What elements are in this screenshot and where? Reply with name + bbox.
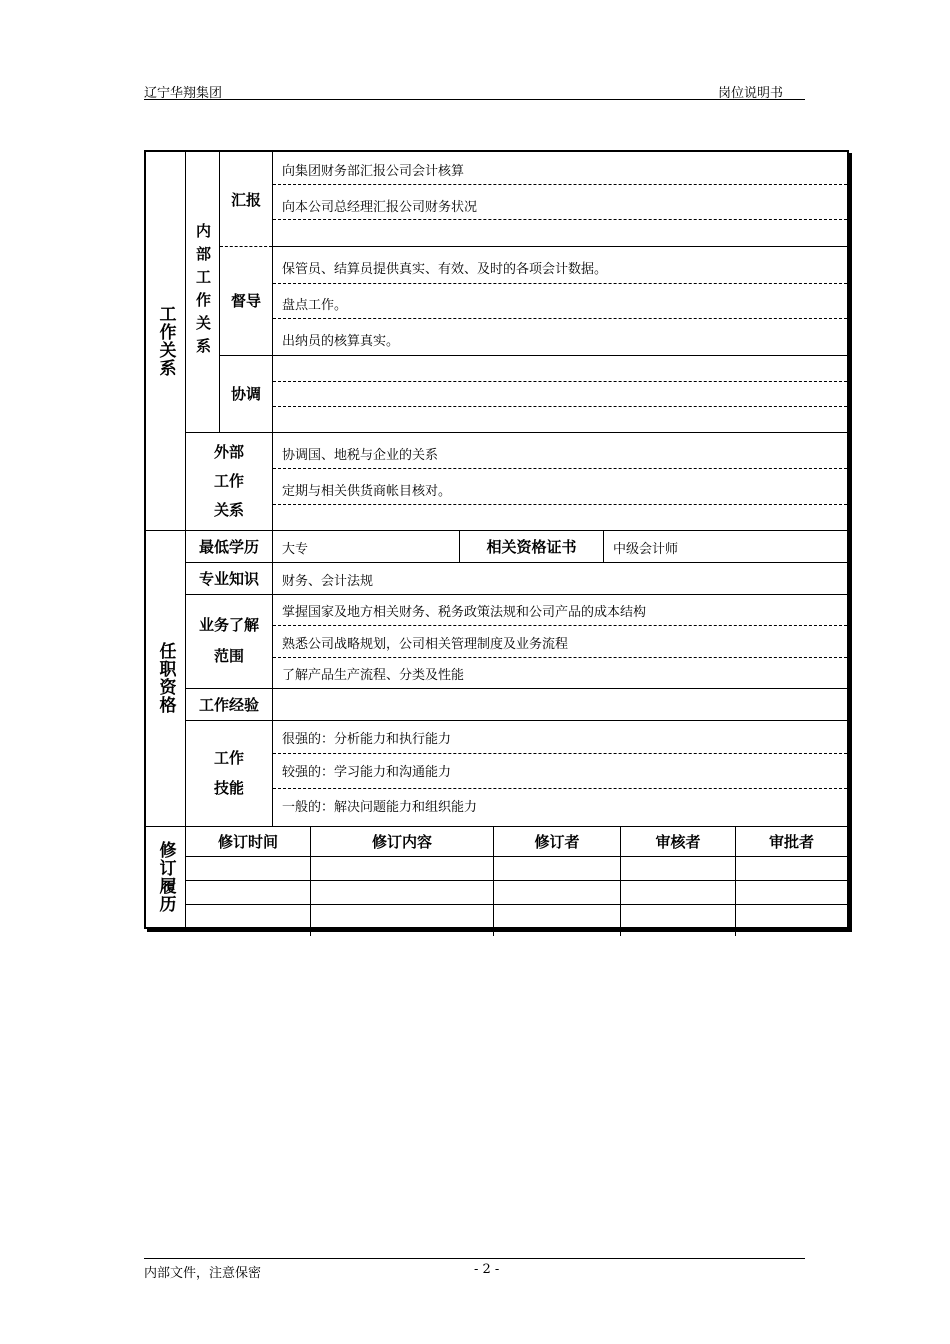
external-item-2: 定期与相关供货商帐目核对。 (282, 484, 452, 499)
revision-col-time: 修订时间 (217, 832, 278, 851)
revision-row-line-1 (186, 856, 847, 857)
revision-divider-2 (493, 826, 494, 936)
footer-confidential: 内部文件，注意保密 (144, 1266, 262, 1281)
report-row-dash-1 (273, 184, 847, 185)
scope-row-dash-2 (273, 657, 847, 658)
header-rule (144, 99, 805, 100)
skills-item-1: 很强的：分析能力和执行能力 (282, 732, 452, 747)
scope-item-3: 了解产品生产流程、分类及性能 (282, 668, 465, 683)
supervise-item-1: 保管员、结算员提供真实、有效、及时的各项会计数据。 (282, 262, 608, 277)
label-col-divider (272, 152, 273, 530)
revision-divider-3 (620, 826, 621, 936)
section-work-relations-label: 工作关系 (155, 305, 176, 377)
page-number: - 2 - (474, 1262, 500, 1277)
report-item-2: 向本公司总经理汇报公司财务状况 (282, 200, 478, 215)
report-item-1: 向集团财务部汇报公司会计核算 (282, 164, 465, 179)
report-label: 汇报 (230, 191, 261, 209)
coordinate-label: 协调 (230, 385, 261, 403)
external-item-1: 协调国、地税与企业的关系 (282, 448, 439, 463)
section-qualification-label: 任职资格 (155, 642, 176, 714)
external-row-dash-2 (273, 504, 847, 505)
scope-item-2: 熟悉公司战略规划，公司相关管理制度及业务流程 (282, 637, 569, 652)
knowledge-label: 专业知识 (198, 569, 259, 588)
education-value: 大专 (282, 542, 309, 557)
supervise-bottom (220, 355, 847, 356)
external-row-dash-1 (273, 468, 847, 469)
revision-divider-4 (735, 826, 736, 936)
revision-row-line-2 (186, 880, 847, 881)
report-row-dash-2 (273, 219, 847, 220)
internal-bottom (186, 432, 847, 433)
scope-row-bottom (186, 688, 847, 689)
qual-label-divider (272, 530, 273, 826)
knowledge-value: 财务、会计法规 (282, 574, 374, 589)
coordinate-row-dash-2 (273, 406, 847, 407)
supervise-label: 督导 (230, 292, 261, 310)
cert-label: 相关资格证书 (486, 537, 577, 556)
skills-item-2: 较强的：学习能力和沟通能力 (282, 765, 452, 780)
report-bottom (273, 246, 847, 247)
supervise-row-dash-1 (273, 283, 847, 284)
skills-row-dash-2 (273, 788, 847, 789)
header-doc-title: 岗位说明书 (718, 86, 784, 101)
cert-value: 中级会计师 (613, 542, 679, 557)
experience-label: 工作经验 (198, 695, 259, 714)
supervise-row-dash-2 (273, 318, 847, 319)
revision-col-reviewer: 审核者 (655, 832, 701, 851)
knowledge-row-bottom (186, 594, 847, 595)
external-relations-label: 外部 工作 关系 (213, 442, 244, 519)
section-revision-label: 修订履历 (155, 840, 176, 913)
revision-divider-1 (310, 826, 311, 936)
scope-row-dash-1 (273, 625, 847, 626)
cert-value-divider (603, 530, 604, 562)
skills-label: 工作 技能 (213, 749, 244, 797)
experience-row-bottom (186, 720, 847, 721)
skills-row-dash-1 (273, 753, 847, 754)
education-label: 最低学历 (198, 537, 259, 556)
internal-relations-label: 内部工作关系 (194, 223, 212, 361)
skills-item-3: 一般的：解决问题能力和组织能力 (282, 800, 478, 815)
revision-col-content: 修订内容 (371, 832, 432, 851)
revision-col-approver: 审批者 (768, 832, 814, 851)
revision-row-line-3 (186, 904, 847, 905)
revision-col-reviser: 修订者 (534, 832, 580, 851)
business-scope-label: 业务了解 范围 (198, 616, 259, 665)
header-company: 辽宁华翔集团 (144, 86, 223, 101)
education-row-bottom (186, 562, 847, 563)
supervise-item-2: 盘点工作。 (282, 298, 348, 313)
coordinate-row-dash-1 (273, 381, 847, 382)
scope-item-1: 掌握国家及地方相关财务、税务政策法规和公司产品的成本结构 (282, 605, 647, 620)
footer-rule (144, 1258, 805, 1259)
supervise-item-3: 出纳员的核算真实。 (282, 334, 400, 349)
